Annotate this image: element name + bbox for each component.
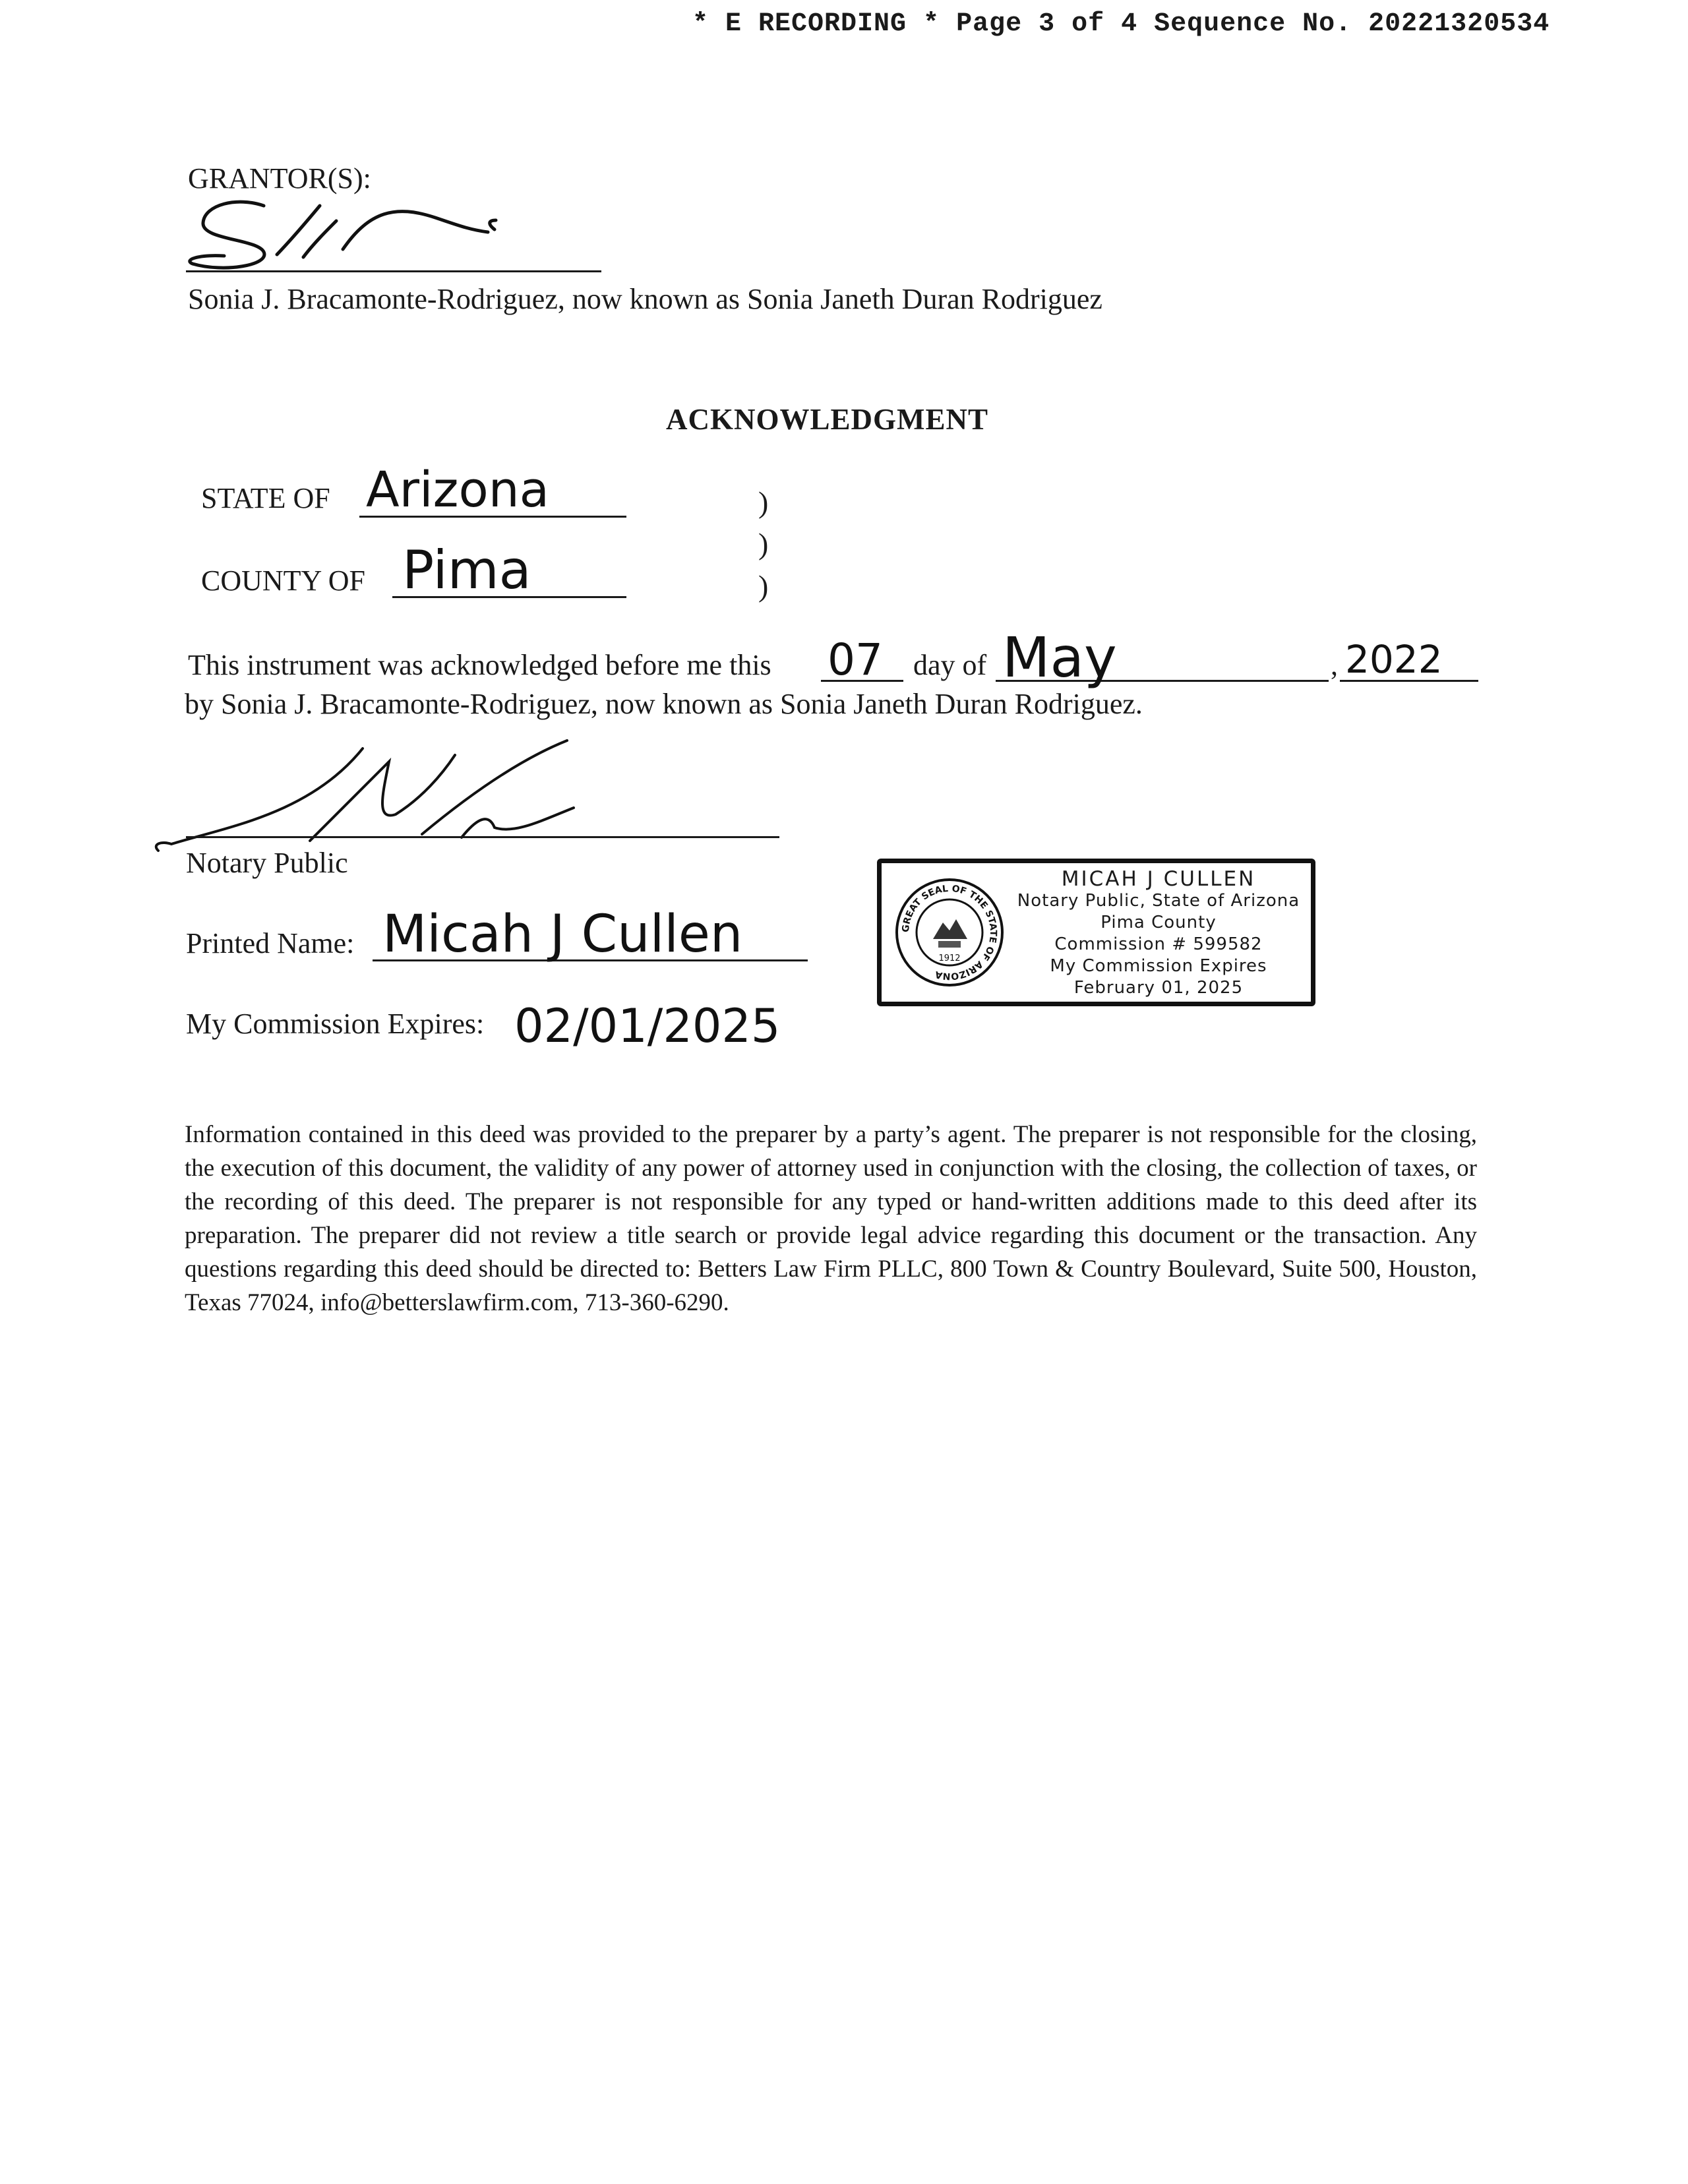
commission-value: 02/01/2025 — [514, 999, 781, 1053]
paren-3: ) — [758, 569, 769, 603]
ack-sentence-part1: This instrument was acknowledged before me this — [188, 649, 771, 681]
state-label: STATE OF — [201, 482, 330, 514]
paren-2: ) — [758, 527, 769, 561]
county-label: COUNTY OF — [201, 564, 365, 597]
seal-year: 1912 — [938, 954, 961, 963]
commission-label: My Commission Expires: — [186, 1008, 485, 1040]
county-value: Pima — [402, 539, 531, 601]
ack-sentence-part3: by Sonia J. Bracamonte-Rodriguez, now known as Sonia Janeth Duran Rodriguez. — [185, 688, 1143, 720]
grantor-label: GRANTOR(S): — [188, 162, 371, 195]
recording-header: * E RECORDING * Page 3 of 4 Sequence No. 20221320534 — [692, 9, 1550, 39]
notary-signature-line — [186, 836, 779, 838]
state-value: Arizona — [366, 462, 549, 518]
stamp-line-3: Commission # 599582 — [1054, 934, 1263, 954]
stamp-line-5: February 01, 2025 — [1073, 978, 1244, 998]
preparer-disclaimer: Information contained in this deed was provided to the preparer by a party’s agent. The preparer is not responsible for the closing, the execution of this document, the validity of any power of attorney used in conjunction with the closing, the collection of taxes, or the recording of this deed. The preparer is not responsible for any typed or hand-written additions made to this deed after its preparation. The preparer did not review a title search or provide legal advice regarding this document or the transaction. Any questions regarding this deed should be directed to: Betters Law Firm PLLC, 800 Town & Country Boulevard, Suite 500, Houston, Texas 77024, info@betterslawfirm.com, 713-360-6290. — [185, 1121, 1477, 1316]
grantor-name: Sonia J. Bracamonte-Rodriguez, now known as Sonia Janeth Duran Rodriguez — [188, 283, 1102, 315]
stamp-line-4: My Commission Expires — [1050, 956, 1267, 976]
seal-ring-text: GREAT SEAL OF THE STATE OF ARIZONA — [900, 883, 999, 982]
ack-sentence-part2: day of — [913, 649, 987, 681]
printed-name-value: Micah J Cullen — [382, 905, 743, 964]
day-value: 07 — [828, 634, 883, 685]
paren-1: ) — [758, 485, 769, 519]
year-value: 2022 — [1345, 637, 1443, 682]
printed-name-label: Printed Name: — [186, 927, 355, 959]
month-value: May — [1002, 625, 1117, 690]
comma: , — [1331, 649, 1338, 681]
stamp-line-1: Notary Public, State of Arizona — [1017, 891, 1300, 911]
grantor-signature-line — [186, 270, 601, 272]
state-seal-icon — [893, 876, 1006, 988]
stamp-notary-name: MICAH J CULLEN — [1061, 867, 1256, 891]
stamp-line-2: Pima County — [1100, 913, 1217, 932]
notary-public-label: Notary Public — [186, 847, 348, 879]
grantor-signature — [178, 191, 607, 277]
acknowledgment-title: ACKNOWLEDGMENT — [666, 403, 989, 436]
notary-stamp — [877, 859, 1315, 1006]
